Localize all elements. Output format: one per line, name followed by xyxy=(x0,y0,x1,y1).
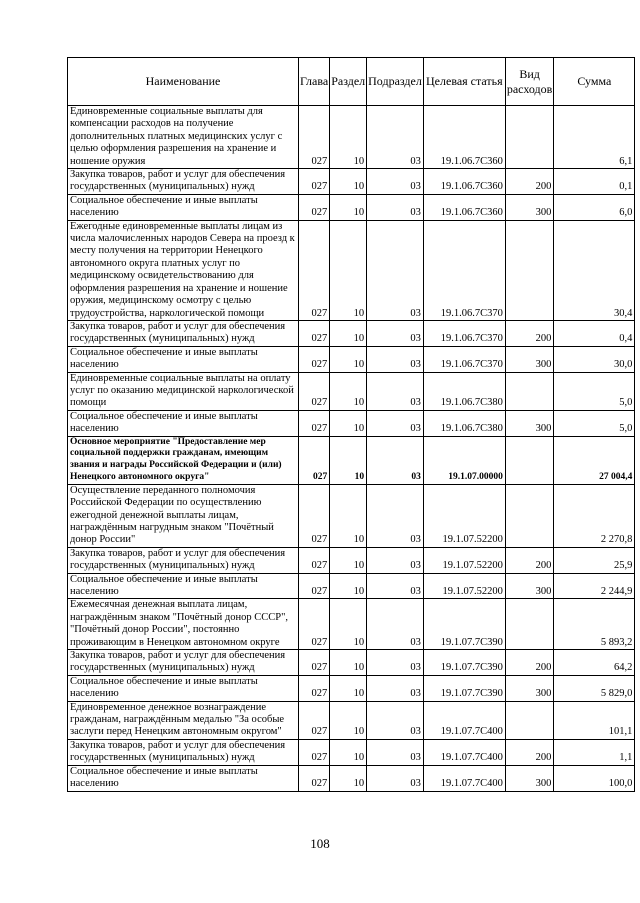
cell-exp-type: 300 xyxy=(505,573,553,599)
cell-name: Единовременные социальные выплаты для компенсации расходов на получение дополнительных платных медицинских услуг с целью оформления разрешения на хранение и ношение оружия xyxy=(68,106,299,169)
cell-exp-type xyxy=(505,484,553,547)
cell-chapter: 027 xyxy=(299,765,330,791)
table-row xyxy=(68,194,635,220)
cell-sum: 2 244,9 xyxy=(554,573,635,599)
header-sum: Сумма xyxy=(554,58,635,106)
header-target: Целевая статья xyxy=(423,58,505,106)
header-subsection: Подраздел xyxy=(367,58,424,106)
cell-target: 19.1.06.7С370 xyxy=(423,220,505,320)
cell-chapter: 027 xyxy=(299,320,330,346)
cell-name: Социальное обеспечение и иные выплаты населению xyxy=(68,410,299,436)
table-row xyxy=(68,436,635,484)
cell-name: Единовременное денежное вознаграждение гражданам, награждённым медалью "За особые заслуги перед Ненецким автономным округом" xyxy=(68,701,299,739)
cell-chapter: 027 xyxy=(299,106,330,169)
cell-section: 10 xyxy=(330,320,367,346)
cell-name: Закупка товаров, работ и услуг для обеспечения государственных (муниципальных) нужд xyxy=(68,547,299,573)
cell-section: 10 xyxy=(330,346,367,372)
cell-sum: 6,0 xyxy=(554,194,635,220)
table-row xyxy=(68,675,635,701)
cell-exp-type: 200 xyxy=(505,547,553,573)
cell-name: Социальное обеспечение и иные выплаты населению xyxy=(68,194,299,220)
cell-sum: 30,0 xyxy=(554,346,635,372)
cell-name: Социальное обеспечение и иные выплаты населению xyxy=(68,765,299,791)
header-exp-type: Вид расходов xyxy=(505,58,553,106)
cell-exp-type: 300 xyxy=(505,765,553,791)
cell-subsection: 03 xyxy=(367,675,424,701)
cell-subsection: 03 xyxy=(367,573,424,599)
cell-subsection: 03 xyxy=(367,346,424,372)
cell-target: 19.1.06.7С360 xyxy=(423,194,505,220)
cell-subsection: 03 xyxy=(367,220,424,320)
cell-section: 10 xyxy=(330,675,367,701)
cell-sum: 0,4 xyxy=(554,320,635,346)
table-row xyxy=(68,484,635,547)
cell-target: 19.1.07.7С390 xyxy=(423,599,505,650)
cell-exp-type: 300 xyxy=(505,675,553,701)
header-chapter: Глава xyxy=(299,58,330,106)
cell-chapter: 027 xyxy=(299,436,330,484)
cell-section: 10 xyxy=(330,436,367,484)
cell-target: 19.1.06.7С360 xyxy=(423,169,505,195)
cell-sum: 5 893,2 xyxy=(554,599,635,650)
cell-chapter: 027 xyxy=(299,599,330,650)
cell-exp-type: 300 xyxy=(505,346,553,372)
cell-target: 19.1.07.52200 xyxy=(423,573,505,599)
cell-sum: 5,0 xyxy=(554,410,635,436)
table-row xyxy=(68,320,635,346)
cell-chapter: 027 xyxy=(299,573,330,599)
cell-target: 19.1.07.00000 xyxy=(423,436,505,484)
cell-exp-type: 300 xyxy=(505,410,553,436)
cell-section: 10 xyxy=(330,765,367,791)
cell-sum: 101,1 xyxy=(554,701,635,739)
cell-section: 10 xyxy=(330,739,367,765)
cell-exp-type xyxy=(505,701,553,739)
cell-sum: 100,0 xyxy=(554,765,635,791)
cell-sum: 30,4 xyxy=(554,220,635,320)
cell-sum: 1,1 xyxy=(554,739,635,765)
cell-subsection: 03 xyxy=(367,436,424,484)
table-row xyxy=(68,372,635,410)
cell-subsection: 03 xyxy=(367,739,424,765)
cell-exp-type xyxy=(505,220,553,320)
cell-subsection: 03 xyxy=(367,194,424,220)
cell-chapter: 027 xyxy=(299,484,330,547)
cell-target: 19.1.06.7С370 xyxy=(423,320,505,346)
cell-section: 10 xyxy=(330,599,367,650)
cell-chapter: 027 xyxy=(299,346,330,372)
cell-subsection: 03 xyxy=(367,701,424,739)
cell-sum: 5 829,0 xyxy=(554,675,635,701)
table-row xyxy=(68,547,635,573)
cell-exp-type xyxy=(505,372,553,410)
cell-exp-type xyxy=(505,436,553,484)
cell-chapter: 027 xyxy=(299,739,330,765)
cell-name: Закупка товаров, работ и услуг для обеспечения государственных (муниципальных) нужд xyxy=(68,650,299,676)
cell-target: 19.1.07.52200 xyxy=(423,547,505,573)
table-row xyxy=(68,169,635,195)
cell-chapter: 027 xyxy=(299,650,330,676)
cell-section: 10 xyxy=(330,484,367,547)
cell-name: Социальное обеспечение и иные выплаты населению xyxy=(68,346,299,372)
cell-target: 19.1.06.7С370 xyxy=(423,346,505,372)
cell-exp-type: 200 xyxy=(505,739,553,765)
table-row xyxy=(68,599,635,650)
cell-chapter: 027 xyxy=(299,194,330,220)
cell-sum: 64,2 xyxy=(554,650,635,676)
table-row xyxy=(68,650,635,676)
table-row xyxy=(68,765,635,791)
cell-section: 10 xyxy=(330,220,367,320)
cell-chapter: 027 xyxy=(299,701,330,739)
cell-sum: 6,1 xyxy=(554,106,635,169)
cell-subsection: 03 xyxy=(367,410,424,436)
cell-name: Закупка товаров, работ и услуг для обеспечения государственных (муниципальных) нужд xyxy=(68,739,299,765)
cell-subsection: 03 xyxy=(367,320,424,346)
table-row xyxy=(68,410,635,436)
cell-chapter: 027 xyxy=(299,169,330,195)
table-row xyxy=(68,220,635,320)
cell-chapter: 027 xyxy=(299,547,330,573)
cell-subsection: 03 xyxy=(367,650,424,676)
header-section: Раздел xyxy=(330,58,367,106)
cell-target: 19.1.07.7С400 xyxy=(423,739,505,765)
cell-target: 19.1.07.7С400 xyxy=(423,701,505,739)
cell-section: 10 xyxy=(330,372,367,410)
cell-target: 19.1.06.7С380 xyxy=(423,410,505,436)
table-row xyxy=(68,346,635,372)
cell-section: 10 xyxy=(330,701,367,739)
cell-exp-type: 200 xyxy=(505,320,553,346)
cell-section: 10 xyxy=(330,169,367,195)
cell-target: 19.1.07.7С390 xyxy=(423,650,505,676)
cell-target: 19.1.07.7С390 xyxy=(423,675,505,701)
cell-exp-type xyxy=(505,106,553,169)
cell-name: Социальное обеспечение и иные выплаты населению xyxy=(68,573,299,599)
cell-chapter: 027 xyxy=(299,220,330,320)
cell-subsection: 03 xyxy=(367,372,424,410)
cell-name: Закупка товаров, работ и услуг для обеспечения государственных (муниципальных) нужд xyxy=(68,320,299,346)
cell-target: 19.1.06.7С360 xyxy=(423,106,505,169)
table-row xyxy=(68,106,635,169)
table-body xyxy=(68,106,635,792)
cell-name: Единовременные социальные выплаты на оплату услуг по оказанию медицинской наркологической помощи xyxy=(68,372,299,410)
cell-exp-type xyxy=(505,599,553,650)
cell-name: Осуществление переданного полномочия Российской Федерации по осуществлению ежегодной денежной выплаты лицам, награждённым нагрудным знаком "Почётный донор России" xyxy=(68,484,299,547)
table-row xyxy=(68,701,635,739)
budget-table xyxy=(67,57,635,792)
cell-exp-type: 200 xyxy=(505,650,553,676)
cell-chapter: 027 xyxy=(299,410,330,436)
cell-subsection: 03 xyxy=(367,765,424,791)
cell-exp-type: 200 xyxy=(505,169,553,195)
cell-section: 10 xyxy=(330,194,367,220)
page-number: 108 xyxy=(310,836,330,851)
cell-subsection: 03 xyxy=(367,169,424,195)
cell-target: 19.1.07.52200 xyxy=(423,484,505,547)
cell-name: Основное мероприятие "Предоставление мер социальной поддержки гражданам, имеющим звания и награды Российской Федерации и (или) Ненецкого автономного округа" xyxy=(68,436,299,484)
cell-sum: 2 270,8 xyxy=(554,484,635,547)
cell-name: Ежемесячная денежная выплата лицам, награждённым знаком "Почётный донор СССР", "Почётный донор России", постоянно проживающим в Ненецком автономном округе xyxy=(68,599,299,650)
cell-name: Социальное обеспечение и иные выплаты населению xyxy=(68,675,299,701)
cell-section: 10 xyxy=(330,106,367,169)
cell-chapter: 027 xyxy=(299,372,330,410)
cell-subsection: 03 xyxy=(367,599,424,650)
cell-section: 10 xyxy=(330,547,367,573)
header-name: Наименование xyxy=(68,58,299,106)
table-header-row xyxy=(68,58,635,106)
cell-subsection: 03 xyxy=(367,547,424,573)
cell-name: Закупка товаров, работ и услуг для обеспечения государственных (муниципальных) нужд xyxy=(68,169,299,195)
cell-section: 10 xyxy=(330,410,367,436)
cell-section: 10 xyxy=(330,573,367,599)
cell-sum: 25,9 xyxy=(554,547,635,573)
cell-sum: 27 004,4 xyxy=(554,436,635,484)
cell-target: 19.1.06.7С380 xyxy=(423,372,505,410)
cell-subsection: 03 xyxy=(367,106,424,169)
cell-sum: 0,1 xyxy=(554,169,635,195)
cell-target: 19.1.07.7С400 xyxy=(423,765,505,791)
cell-name: Ежегодные единовременные выплаты лицам из числа малочисленных народов Севера на проезд к месту получения на территории Ненецкого автономного округа платных услуг по медицинскому освидетельствованию для оформления разрешения на хранение и ношение оружия, медицинскому осмотру с целью трудоустройства, наркологической помощи xyxy=(68,220,299,320)
cell-sum: 5,0 xyxy=(554,372,635,410)
table-row xyxy=(68,739,635,765)
cell-chapter: 027 xyxy=(299,675,330,701)
table-row xyxy=(68,573,635,599)
cell-exp-type: 300 xyxy=(505,194,553,220)
cell-section: 10 xyxy=(330,650,367,676)
cell-subsection: 03 xyxy=(367,484,424,547)
